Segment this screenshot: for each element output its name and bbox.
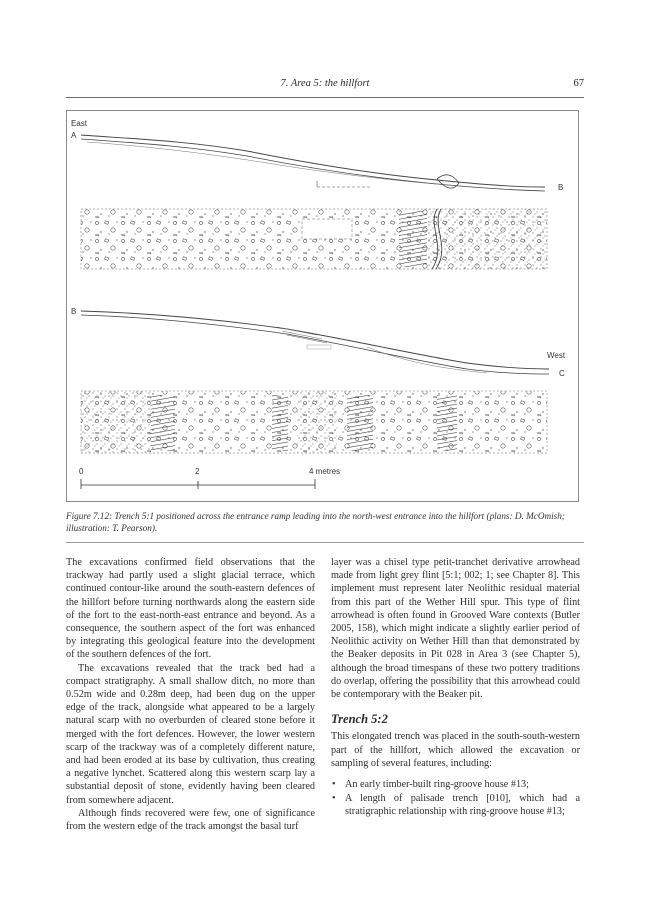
scale-label-2: 2 [195,467,200,476]
caption-rule [66,542,584,543]
list-item: • An early timber-built ring-groove house #13; [331,778,580,791]
body-paragraph: The excavations revealed that the track bed had a compact stratigraphy. A small shallow ditch, no more than 0.52m wide and 0.28m deep, had been dug on the upper edge of the track, alongside what appeared to be a largely natural scarp with no overburden of cleared stone before it merged with the fort defences. However, the lower western scarp of the trackway was of a completely different nature, and had been eroded at its base by cultivation, thus creating a negative lynchet. Scattered along this western scarp lay a substantial deposit of stone, evidently having been cleared from somewhere adjacent. [66,662,315,806]
plan-upper [81,209,547,269]
body-paragraph: layer was a chisel type petit-tranchet derivative arrowhead made from light grey flint [5:1; 002; 1; see Chapter 8]. This implement must represent later Neolithic residual material from this part of the Wether Hill spur. This type of flint arrowhead is often found in Grooved Ware contexts (Butler 2005, 158), which might indicate a slightly earlier period of Neolithic activity on Wether Hill than that demonstrated by the Beaker deposits in Pit 028 in Area 3 (see Chapter 5), although the broad timespans of these two pottery traditions do overlap, offering the possibility that this arrowhead could be contemporary with the Beaker pit. [331,557,580,701]
figure-7-12 [66,110,579,502]
running-header [66,78,584,94]
section-paragraph: This elongated trench was placed in the south-south-western part of the hillfort, which allowed the excavation or sampling of several features, including: [331,731,580,769]
profile-b-c [81,311,549,374]
figure-caption: Figure 7.12: Trench 5:1 positioned across the entrance ramp leading into the north-west entrance into the hillfort (plans: D. McOmish; illustration: T. Pearson). [66,511,565,533]
list-item: • A length of palisade trench [010], which had a stratigraphic relationship with ring-groove house #13; [331,792,580,818]
profile-a-b [81,135,545,191]
trench-section-drawing [67,111,578,501]
scale-bar [81,479,315,489]
feature-list [331,778,580,819]
label-east: East [71,119,88,128]
chapter-title: 7. Area 5: the hillfort [280,78,370,89]
label-point-c: C [559,369,565,378]
body-paragraph: Although finds recovered were few, one of significance from the western edge of the track amongst the basal turf [66,807,315,833]
page-number: 67 [573,78,584,89]
plan-lower [81,391,547,453]
body-paragraph: The excavations confirmed field observations that the trackway had partly used a slight glacial terrace, which continued contour-like around the south-eastern defences of the hillfort before turning northwards along the eastern side of the fort to the east-north-east entrance and beyond. As a consequence, the southern aspect of the fort was enhanced by integrating this geological feature into the development of the southern defences of the fort. [66,557,315,661]
header-rule [66,97,584,98]
label-point-a: A [71,131,77,140]
label-west: West [547,351,566,360]
scale-label-4: 4 metres [309,467,341,476]
right-column [331,556,580,820]
label-point-b-bottom: B [71,307,77,316]
left-column [66,556,315,833]
label-point-b-top: B [558,183,564,192]
section-heading: Trench 5:2 [331,712,388,727]
scale-label-0: 0 [79,467,84,476]
